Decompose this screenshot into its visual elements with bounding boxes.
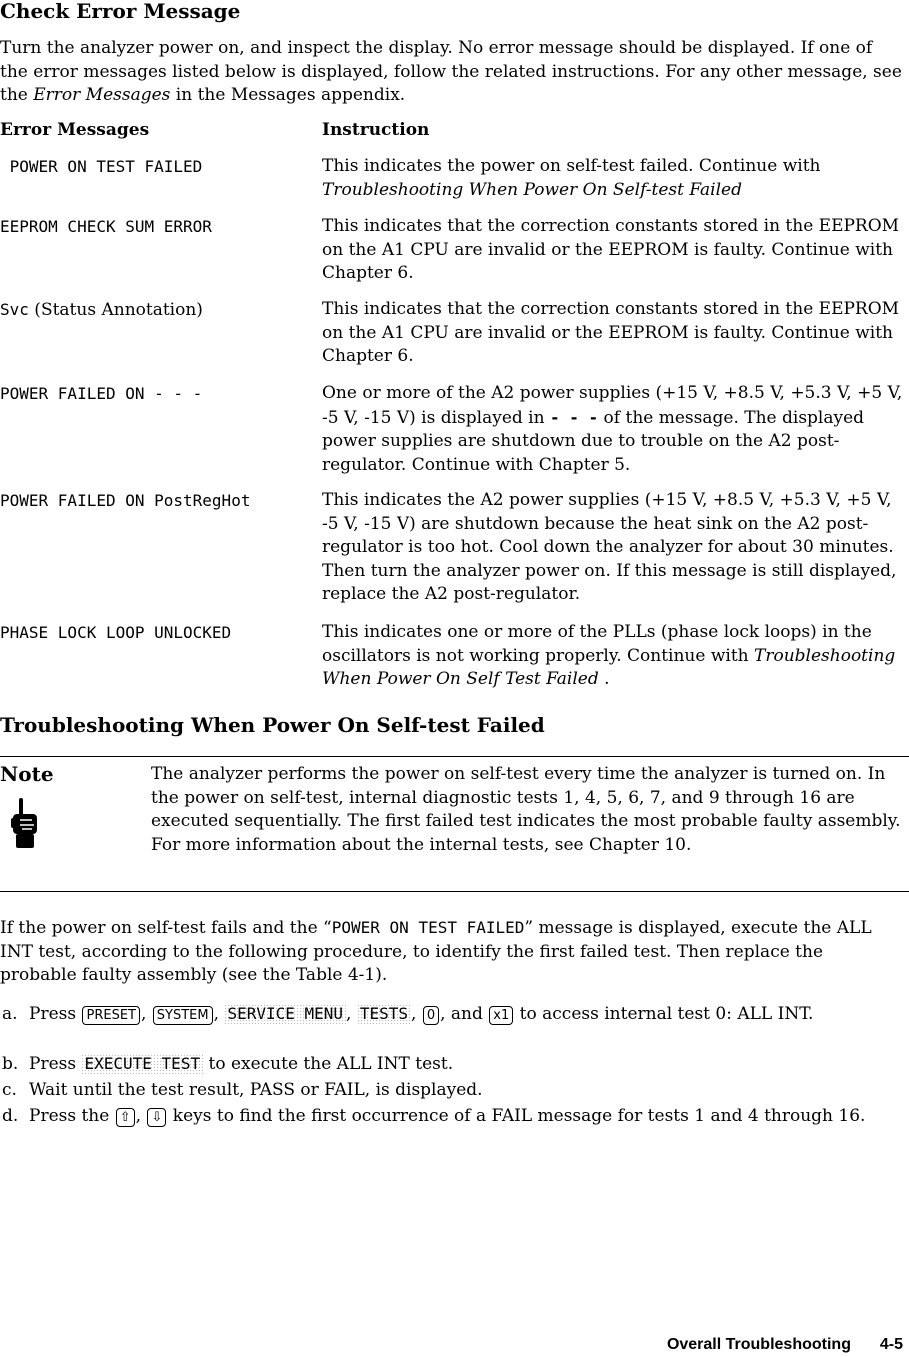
x1-key[interactable]: x1 <box>489 1006 513 1025</box>
error-instruction: This indicates the power on self-test failed. Continue with Troubleshooting When Power On Self-test Failed <box>322 156 821 200</box>
step-text: Press the ⇧ , ⇩ keys to find the first occurrence of a FAIL message for tests 1 and 4 through 16. <box>29 1106 866 1126</box>
error-term: POWER ON TEST FAILED <box>0 157 203 176</box>
error-instruction: This indicates one or more of the PLLs (phase lock loops) in the oscillators is not working properly. Continue with Troubleshooting When Power On Self Test Failed . <box>322 622 896 689</box>
intro-text: Turn the analyzer power on, and inspect the display. No error message should be displayed. If one of the error messages listed below is displayed, follow the related instructions. For any other message, see the <box>0 38 902 105</box>
error-term: Svc (Status Annotation) <box>0 300 203 320</box>
error-instruction: One or more of the A2 power supplies (+15 V, +8.5 V, +5.3 V, +5 V, -5 V, -15 V) is displayed in - - - of the message. The displayed power supplies are shutdown due to trouble on the A2 post-regulator. Continue with Chapter 5. <box>322 383 903 475</box>
note-text: The analyzer performs the power on self-test every time the analyzer is turned on. In the power on self-test, internal diagnostic tests 1, 4, 5, 6, 7, and 9 through 16 are executed sequentially. The first failed test indicates the most probable faulty assembly. For more information about the internal tests, see Chapter 10. <box>151 764 901 855</box>
up-arrow-key[interactable]: ⇧ <box>116 1108 135 1127</box>
step-text: Wait until the test result, PASS or FAIL, is displayed. <box>29 1080 483 1100</box>
error-term: POWER FAILED ON - - - <box>0 384 203 403</box>
troubleshooting-ref: Troubleshooting When Power On Self-test Failed <box>322 179 742 200</box>
system-key[interactable]: SYSTEM <box>153 1006 213 1025</box>
step-label: b. <box>2 1054 19 1074</box>
step-text: Press PRESET , SYSTEM , SERVICE MENU , TESTS , 0 , and x1 to access internal test 0: ALL INT. <box>29 1004 814 1024</box>
step-text: Press EXECUTE TEST to execute the ALL INT test. <box>29 1054 454 1074</box>
error-message-inline: POWER ON TEST FAILED <box>331 918 525 937</box>
col-header-error-messages: Error Messages <box>0 120 150 140</box>
footer-page-number: 4-5 <box>879 1336 903 1353</box>
error-term: POWER FAILED ON PostRegHot <box>0 491 251 510</box>
col-header-instruction: Instruction <box>322 120 430 140</box>
service-menu-softkey[interactable]: SERVICE MENU <box>224 1004 346 1024</box>
note-top-rule <box>0 756 909 757</box>
error-messages-ref: Error Messages <box>33 85 171 105</box>
pointing-hand-icon <box>10 796 42 860</box>
preset-key[interactable]: PRESET <box>82 1006 140 1025</box>
error-term: PHASE LOCK LOOP UNLOCKED <box>0 623 232 642</box>
step-label: d. <box>2 1106 19 1126</box>
execute-test-softkey[interactable]: EXECUTE TEST <box>81 1054 203 1074</box>
note-label: Note <box>0 762 54 786</box>
tests-softkey[interactable]: TESTS <box>357 1004 411 1024</box>
procedure-intro: If the power on self-test fails and the “POWER ON TEST FAILED” message is displayed, execute the ALL INT test, according to the following procedure, to identify the first failed test. Then replace the probable faulty assembly (see the Table 4-1). <box>0 918 872 985</box>
intro-paragraph <box>0 37 905 108</box>
error-instruction: This indicates that the correction constants stored in the EEPROM on the A1 CPU are invalid or the EEPROM is faulty. Continue with Chapter 6. <box>322 216 900 283</box>
zero-key[interactable]: 0 <box>423 1006 439 1025</box>
error-instruction: This indicates the A2 power supplies (+15 V, +8.5 V, +5.3 V, +5 V, -5 V, -15 V) are shutdown because the heat sink on the A2 post-regulator is too hot. Cool down the analyzer for about 30 minutes. Then turn the analyzer power on. If this message is still displayed, replace the A2 post-regulator. <box>322 490 897 604</box>
subsection-title: Troubleshooting When Power On Self-test Failed <box>0 713 545 737</box>
section-title: Check Error Message <box>0 0 241 23</box>
troubleshooting-ref: Troubleshooting When Power On Self Test Failed <box>322 645 896 689</box>
note-bottom-rule <box>0 891 909 892</box>
error-term: EEPROM CHECK SUM ERROR <box>0 217 212 236</box>
page-footer <box>667 1333 903 1357</box>
step-label: c. <box>2 1080 17 1100</box>
error-instruction: This indicates that the correction constants stored in the EEPROM on the A1 CPU are invalid or the EEPROM is faulty. Continue with Chapter 6. <box>322 299 900 366</box>
down-arrow-key[interactable]: ⇩ <box>147 1108 166 1127</box>
footer-chapter: Overall Troubleshooting <box>666 1336 851 1353</box>
intro-text-end: in the Messages appendix. <box>170 85 406 105</box>
step-label: a. <box>2 1004 18 1024</box>
